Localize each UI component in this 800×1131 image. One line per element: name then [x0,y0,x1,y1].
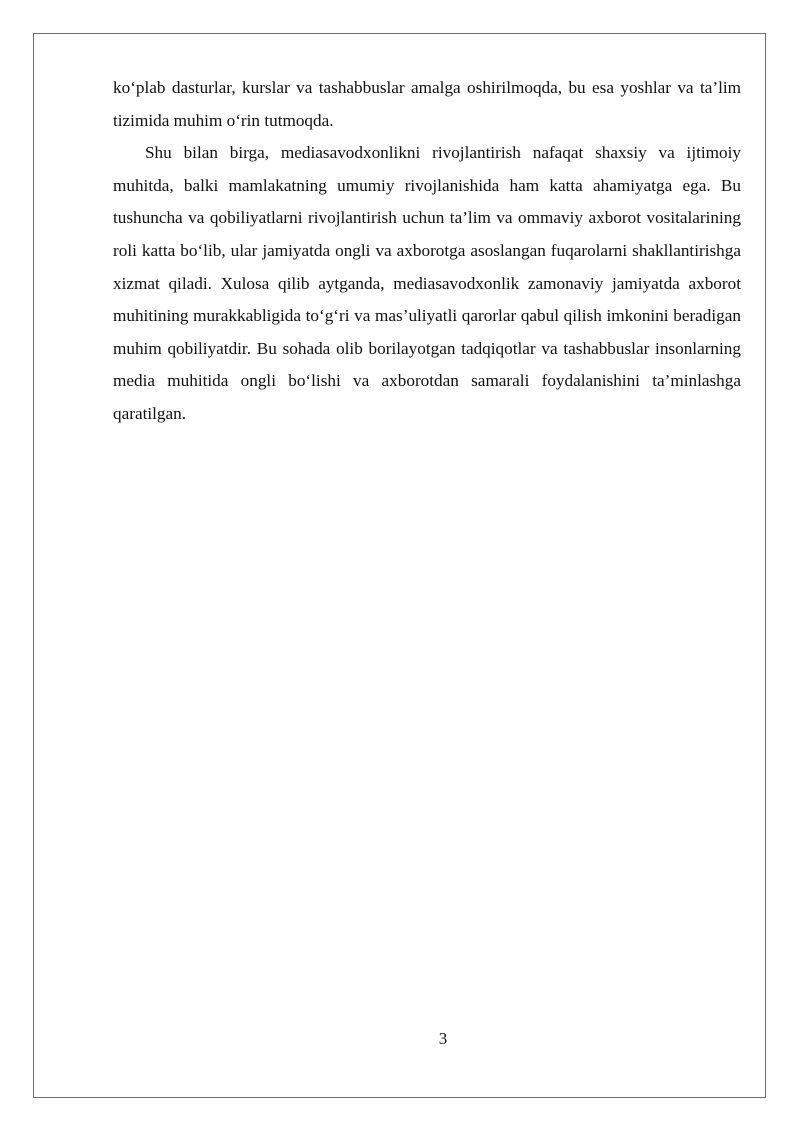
paragraph-continuation: ko‘plab dasturlar, kurslar va tashabbuslar amalga oshirilmoqda, bu esa yoshlar va ta’lim tizimida muhim o‘rin tutmoqda. [113,78,741,130]
document-body [113,72,741,431]
paragraph-conclusion: Shu bilan birga, mediasavodxonlikni rivojlantirish nafaqat shaxsiy va ijtimoiy muhitda, balki mamlakatning umumiy rivojlanishida ham katta ahamiyatga ega. Bu tushuncha va qobiliyatlarni rivojlantirish uchun ta’lim va ommaviy axborot vositalarining roli katta bo‘lib, ular jamiyatda ongli va axborotga asoslangan fuqarolarni shakllantirishga xizmat qiladi. Xulosa qilib aytganda, mediasavodxonlik zamonaviy jamiyatda axborot muhitining murakkabligida to‘g‘ri va mas’uliyatli qarorlar qabul qilish imkonini beradigan muhim qobiliyatdir. Bu sohada olib borilayotgan tadqiqotlar va tashabbuslar insonlarning media muhitida ongli bo‘lishi va axborotdan samarali foydalanishini ta’minlashga qaratilgan. [113,143,741,423]
page-number: 3 [438,1029,448,1048]
